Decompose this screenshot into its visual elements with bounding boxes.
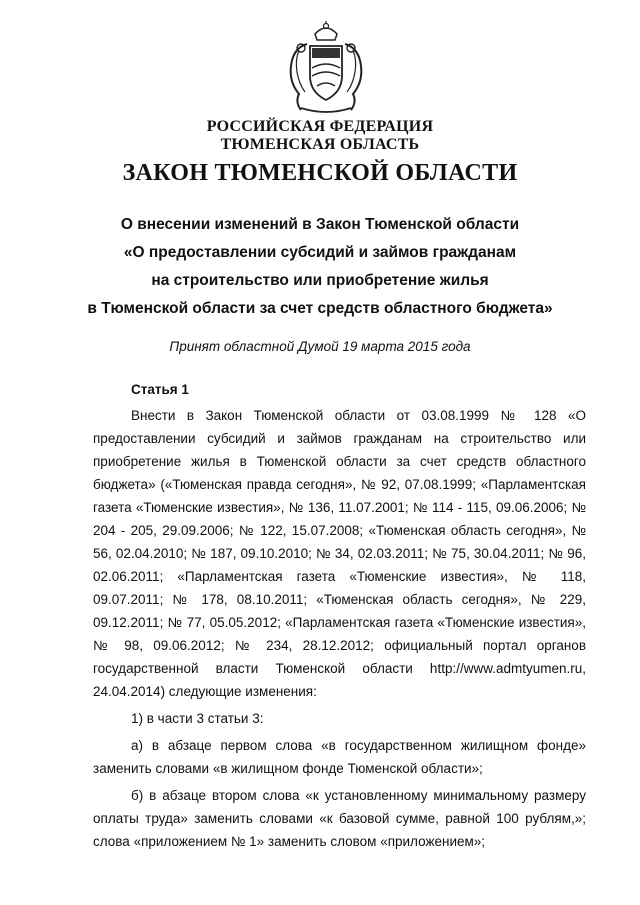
article-body xyxy=(93,404,586,853)
document-type-heading: ЗАКОН ТЮМЕНСКОЙ ОБЛАСТИ xyxy=(122,160,518,186)
article-heading: Статья 1 xyxy=(131,382,189,397)
law-title xyxy=(0,211,640,323)
law-title-line: в Тюменской области за счет средств областного бюджета» xyxy=(87,300,553,317)
header-federation: РОССИЙСКАЯ ФЕДЕРАЦИЯ xyxy=(206,118,434,135)
body-paragraph: б) в абзаце втором слова «к установленному минимальному размеру оплаты труда» заменить словами «к базовой сумме, равной 100 рублям,»; слова «приложением № 1» заменить словом «приложением»; xyxy=(93,788,586,849)
adoption-note: Принят областной Думой 19 марта 2015 года xyxy=(169,339,471,354)
body-paragraph: Внести в Закон Тюменской области от 03.08.1999 № 128 «О предоставлении субсидий и займов гражданам на строительство или приобретение жилья в Тюменской области за счет средств областного бюджета» («Тюменская правда сегодня», № 92, 07.08.1999; «Парламентская газета «Тюменские известия», № 136, 11.07.2001; № 114 - 115, 09.06.2006; № 204 - 205, 29.09.2006; № 122, 15.07.2008; «Тюменская область сегодня», № 56, 02.04.2010; № 187, 09.10.2010; № 34, 02.03.2011; № 75, 30.04.2011; № 96, 02.06.2011; «Парламентская газета «Тюменские известия», № 118, 09.07.2011; № 178, 08.10.2011; «Тюменская область сегодня», № 229, 09.12.2011; № 77, 05.05.2012; «Парламентская газета «Тюменские известия», № 98, 09.06.2012; № 234, 28.12.2012; официальный портал органов государственной власти Тюменской области http://www.admtyumen.ru, 24.04.2014) следующие изменения: xyxy=(93,408,586,699)
coat-of-arms-emblem xyxy=(285,20,367,116)
law-title-line: на строительство или приобретение жилья xyxy=(151,272,489,289)
law-title-line: «О предоставлении субсидий и займов гражданам xyxy=(123,244,517,261)
header-region: ТЮМЕНСКАЯ ОБЛАСТЬ xyxy=(220,136,420,153)
law-title-line: О внесении изменений в Закон Тюменской области xyxy=(120,216,520,233)
body-paragraph: а) в абзаце первом слова «в государственном жилищном фонде» заменить словами «в жилищном фонде Тюменской области»; xyxy=(93,738,586,776)
body-paragraph: 1) в части 3 статьи 3: xyxy=(131,711,264,726)
